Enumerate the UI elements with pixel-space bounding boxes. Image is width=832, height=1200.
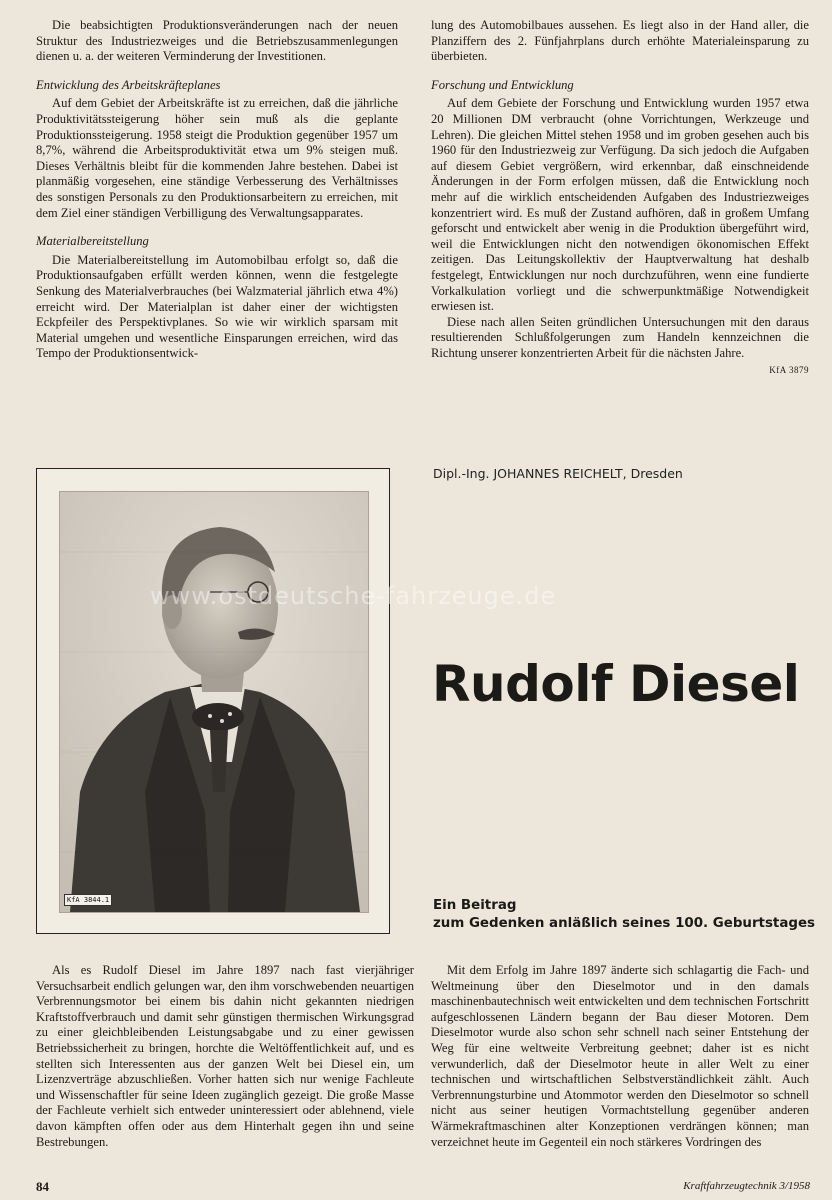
paragraph: lung des Automobilbaues aussehen. Es liegt also in der Hand aller, die Planziffern des 2. Fünfjahrplans durch erhöhte Materialeinsparung zu überbieten. bbox=[431, 18, 809, 64]
photo-code-label: KfA 3844.1 bbox=[64, 894, 112, 906]
page-number: 84 bbox=[36, 1179, 49, 1194]
author-line: Dipl.-Ing. JOHANNES REICHELT, Dresden bbox=[433, 466, 683, 481]
paragraph: Diese nach allen Seiten gründlichen Untersuchungen mit den daraus resultierenden Schlußfolgerungen zum Handeln kennzeichnen die Richtung unserer konzentrierten Arbeit für die nächsten Jahre. bbox=[431, 314, 809, 360]
section-heading: Materialbereitstellung bbox=[36, 234, 149, 249]
subtitle-line-2: zum Gedenken anläßlich seines 100. Geburtstages bbox=[433, 916, 816, 931]
portrait-frame bbox=[36, 468, 390, 934]
article-title: Rudolf Diesel bbox=[432, 655, 800, 713]
portrait-illustration bbox=[60, 492, 368, 912]
paragraph: Auf dem Gebiet der Arbeitskräfte ist zu erreichen, daß die jährliche Produktivitätssteigerung höher sein muß als die geplante Produktionssteigerung. 1958 steigt die Produktion gegenüber 1957 um 8,7%, während die Arbeitsproduktivität etwa um 9% steigen muß. Dieses Verhältnis bleibt für die kommenden Jahre bestehen. Dabei ist planmäßig vorgesehen, eine ständige Verbesserung des Verhältnisses des sonstigen Personals zu den Produktionsarbeitern zu erreichen, mit dem Ziel einer ständigen Verbilligung des Verwaltungsapparates. bbox=[36, 96, 398, 220]
subtitle-line-1: Ein Beitrag bbox=[433, 898, 517, 913]
paragraph: Auf dem Gebiete der Forschung und Entwicklung wurden 1957 etwa 20 Millionen DM verbraucht (ohne Vorrichtungen, Werkzeuge und Lehren). Die gleichen Mittel stehen 1958 und im groben gesehen auch bis 1960 für den Industriezweig zur Verfügung. Da sich jedoch die Aufgaben auf diesem Gebiet vergrößern, wird erkennbar, daß einschneidende Änderungen in der Form erfolgen müssen, daß die Entwicklung noch mehr auf die wirklich entscheidenden Aufgaben des Industriezweiges konzentriert wird. Es muß der Zustand aufhören, daß in großem Umfang geforscht und entwickelt aber wenig in die Produktion übergeführt wird, weil die Entwicklungen nicht den notwendigen ökonomischen Effekt zeitigen. Das Leitungskollektiv der Hauptverwaltung hat deshalb festgelegt, Entwicklungen nur noch durchzuführen, wenn eine fundierte Vorkalkulation vorliegt und die schwerpunktmäßige Notwendigkeit erwiesen ist. bbox=[431, 96, 809, 314]
paragraph: Die Materialbereitstellung im Automobilbau erfolgt so, daß die Produktionsaufgaben erfüllt werden können, wenn die festgelegte Senkung des Materialverbrauches (bei Walzmaterial jährlich etwa 4%) erreicht wird. Der Materialplan ist daher einer der wichtigsten Eckpfeiler des Perspektivplanes. So wie wir wirklich sparsam mit Material umgehen und wesentliche Einsparungen erreichen, wird das Tempo der Produktionsentwick- bbox=[36, 252, 398, 361]
watermark: www.ostdeutsche-fahrzeuge.de bbox=[150, 582, 557, 610]
paragraph: Die beabsichtigten Produktionsveränderungen nach der neuen Struktur des Industriezweiges und die Betriebszusammenlegungen dienen u. a. der weiteren Verminderung der Investitionen. bbox=[36, 18, 398, 64]
article-subtitle bbox=[433, 897, 815, 933]
paragraph: Als es Rudolf Diesel im Jahre 1897 nach fast vierjähriger Versuchsarbeit endlich gelungen war, den ihm vorschwebenden neuartigen Verbrennungsmotor bei einem bis dahin nicht gekannten niedrigen Kraftstoffverbrauch und damit sehr günstigen thermischen Wirkungsgrad zu einer gleichbleibenden Leistungsabgabe und zu einer gewissen Betriebssicherheit zu bringen, horchte die Weltöffentlichkeit auf, und es stellten sich Interessenten aus der ganzen Welt bei Diesel ein, um Lizenzverträge abzuschließen. Vorher hatten sich nur wenige Fachleute und Wissenschaftler für seine Ideen zugänglich gezeigt. Die große Masse der Fachleute verhielt sich entweder uninteressiert oder ablehnend, viele davon kämpften offen oder aus dem Hinterhalt gegen ihn und seine Bestrebungen. bbox=[36, 963, 414, 1149]
bottom-right-column bbox=[431, 963, 809, 1150]
portrait-photo bbox=[59, 491, 369, 913]
journal-name: Kraftfahrzeugtechnik 3/1958 bbox=[683, 1180, 810, 1192]
section-heading: Forschung und Entwicklung bbox=[431, 77, 574, 92]
paragraph: Mit dem Erfolg im Jahre 1897 änderte sich schlagartig die Fach- und Weltmeinung über den Dieselmotor und in den damals maschinenbautechnisch weit entwickelten und dem technischen Fortschritt aufgeschlossenen Ländern begann der Bau dieser Motoren. Dem Dieselmotor wurde also schon sehr schnell nach seiner Entstehung der Weg für eine weltweite Verbreitung geebnet; daher ist es nicht verwunderlich, daß der Dieselmotor heute in aller Welt zu einer technischen und wirtschaftlichen Selbstverständlichkeit zählt. Auch Verbrennungsturbine und Atommotor werden den Dieselmotor so schnell nicht aus seiner heutigen Vormachtstellung gegenüber anderen Wärmekraftmaschinen alter Konzeptionen verdrängen können; man verzeichnet heute im Gegenteil ein noch stärkeres Vordringen des bbox=[431, 963, 809, 1149]
section-heading: Entwicklung des Arbeitskräfteplanes bbox=[36, 77, 221, 92]
top-left-column bbox=[36, 18, 398, 362]
article-code: KfA 3879 bbox=[769, 365, 809, 376]
top-right-column bbox=[431, 18, 809, 379]
bottom-left-column bbox=[36, 963, 414, 1150]
